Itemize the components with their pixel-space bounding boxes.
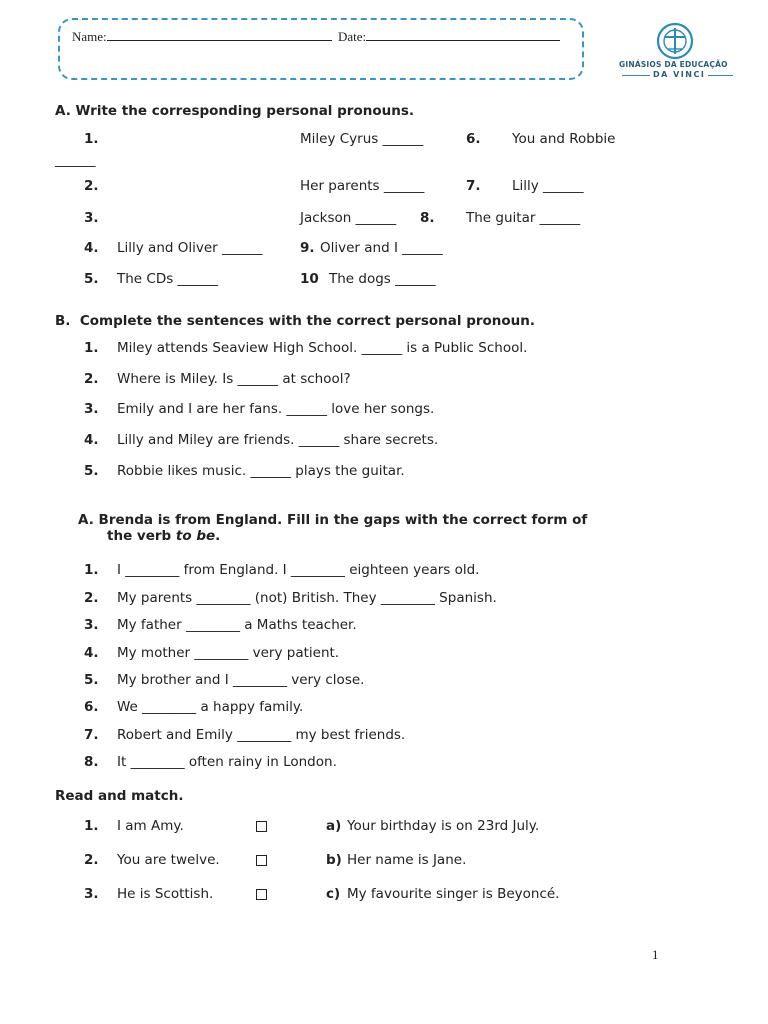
list-item-number: 7. bbox=[466, 178, 481, 194]
section-a-title: Write the corresponding personal pronouns. bbox=[75, 103, 415, 119]
list-item-text: The CDs ______ bbox=[117, 271, 219, 287]
list-item-number: 10 bbox=[300, 271, 319, 287]
list-item-text: Her parents ______ bbox=[300, 178, 425, 194]
list-item-number: 6. bbox=[466, 131, 481, 147]
list-item-text: Robert and Emily ________ my best friends. bbox=[117, 727, 406, 743]
list-item-text: My father ________ a Maths teacher. bbox=[117, 617, 357, 633]
list-item-text: Lilly and Oliver ______ bbox=[117, 240, 263, 256]
logo-subtitle: DA VINCI bbox=[650, 70, 708, 79]
list-item-number: 2. bbox=[84, 852, 99, 868]
list-item-text: You are twelve. bbox=[117, 852, 220, 868]
list-item-text: Lilly and Miley are friends. ______ share secrets. bbox=[117, 432, 439, 448]
section-b-title: Complete the sentences with the correct personal pronoun. bbox=[79, 313, 536, 329]
section-d-title: Read and match. bbox=[55, 788, 184, 804]
list-item-text: Lilly ______ bbox=[512, 178, 584, 194]
list-item-number: 5. bbox=[84, 271, 99, 287]
match-letter: c) bbox=[326, 886, 341, 902]
section-b-heading bbox=[55, 313, 535, 329]
list-item-number: 6. bbox=[84, 699, 99, 715]
match-letter: a) bbox=[326, 818, 342, 834]
date-field[interactable] bbox=[338, 28, 560, 45]
section-c-title-pre: the verb bbox=[107, 528, 176, 544]
list-item-number: 1. bbox=[84, 818, 99, 834]
list-item-number: 1. bbox=[84, 562, 99, 578]
list-item-text: We ________ a happy family. bbox=[117, 699, 304, 715]
match-checkbox[interactable] bbox=[256, 821, 267, 832]
logo-title: GINÁSIOS DA EDUCAÇÃO bbox=[619, 60, 728, 69]
list-item-text: Miley Cyrus ______ bbox=[300, 131, 424, 147]
section-c-title-line2 bbox=[107, 528, 220, 544]
list-item-text: The dogs ______ bbox=[329, 271, 436, 287]
list-item-number: 2. bbox=[84, 590, 99, 606]
list-item-text: You and Robbie bbox=[512, 131, 616, 147]
list-item-text: The guitar ______ bbox=[466, 210, 581, 226]
list-item-number: 3. bbox=[84, 210, 99, 226]
name-line[interactable] bbox=[107, 28, 332, 41]
list-item-number: 3. bbox=[84, 401, 99, 417]
section-c-title-italic: to be bbox=[175, 528, 216, 544]
list-item-number: 5. bbox=[84, 463, 99, 479]
list-item-number: 2. bbox=[84, 371, 99, 387]
list-item-text: I ________ from England. I ________ eighteen years old. bbox=[117, 562, 480, 578]
list-item-text: My parents ________ (not) British. They ________ Spanish. bbox=[117, 590, 497, 606]
list-item-text: It ________ often rainy in London. bbox=[117, 754, 337, 770]
list-item-number: 1. bbox=[84, 340, 99, 356]
name-label: Name: bbox=[72, 29, 107, 44]
list-item-number: 4. bbox=[84, 240, 99, 256]
list-item-text: Miley attends Seaview High School. ______ is a Public School. bbox=[117, 340, 528, 356]
match-text: Her name is Jane. bbox=[347, 852, 467, 868]
list-item-text: I am Amy. bbox=[117, 818, 184, 834]
list-item-text: Robbie likes music. ______ plays the guitar. bbox=[117, 463, 405, 479]
match-letter: b) bbox=[326, 852, 342, 868]
section-c-title-post: . bbox=[215, 528, 221, 544]
section-a-heading bbox=[55, 103, 414, 119]
date-line[interactable] bbox=[366, 28, 560, 41]
list-item-text: Oliver and I ______ bbox=[320, 240, 443, 256]
list-item-number: 9. bbox=[300, 240, 315, 256]
page-number: 1 bbox=[652, 947, 659, 962]
section-b-letter: B. bbox=[55, 313, 71, 329]
match-text: Your birthday is on 23rd July. bbox=[347, 818, 540, 834]
list-item-number: 3. bbox=[84, 617, 99, 633]
list-item-number: 5. bbox=[84, 672, 99, 688]
date-label: Date: bbox=[338, 29, 367, 44]
section-a-letter: A. bbox=[55, 103, 71, 119]
list-item-text: Emily and I are her fans. ______ love her songs. bbox=[117, 401, 435, 417]
section-c-title-line1: A. Brenda is from England. Fill in the gaps with the correct form of bbox=[78, 512, 588, 528]
list-item-text: My brother and I ________ very close. bbox=[117, 672, 365, 688]
list-item-number: 8. bbox=[84, 754, 99, 770]
list-item-text: Jackson ______ bbox=[300, 210, 397, 226]
list-item-text: My mother ________ very patient. bbox=[117, 645, 340, 661]
list-item-number: 4. bbox=[84, 432, 99, 448]
match-text: My favourite singer is Beyoncé. bbox=[347, 886, 560, 902]
list-item-text: He is Scottish. bbox=[117, 886, 214, 902]
match-checkbox[interactable] bbox=[256, 889, 267, 900]
list-item-number: 8. bbox=[420, 210, 435, 226]
name-field[interactable] bbox=[72, 28, 332, 45]
list-item-number: 3. bbox=[84, 886, 99, 902]
list-item-number: 1. bbox=[84, 131, 99, 147]
school-logo-icon bbox=[656, 22, 694, 64]
match-checkbox[interactable] bbox=[256, 855, 267, 866]
list-item-number: 2. bbox=[84, 178, 99, 194]
list-item-text: Where is Miley. Is ______ at school? bbox=[117, 371, 351, 387]
list-item-text: ______ bbox=[55, 152, 96, 168]
list-item-number: 7. bbox=[84, 727, 99, 743]
list-item-number: 4. bbox=[84, 645, 99, 661]
